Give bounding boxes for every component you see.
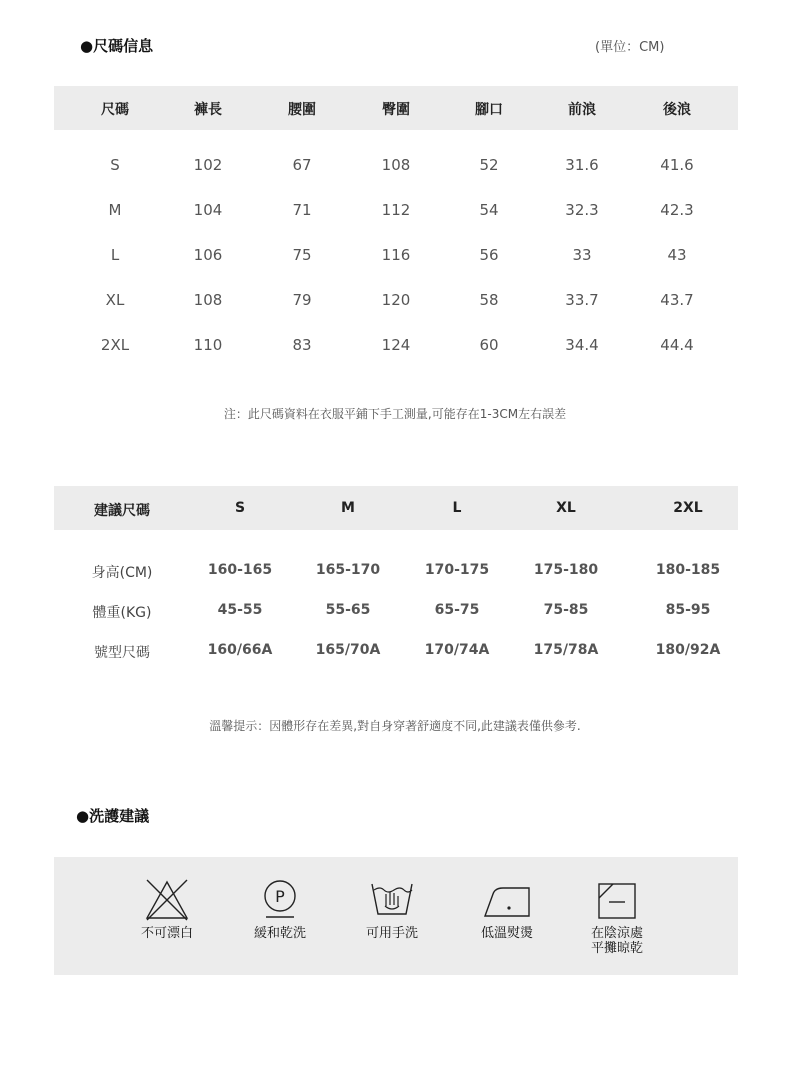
size-col-header: 褲長 bbox=[194, 102, 222, 118]
size-cell: L bbox=[110, 246, 120, 264]
size-cell: 56 bbox=[479, 246, 499, 264]
size-col-header: 前浪 bbox=[568, 102, 596, 118]
size-cell: 60 bbox=[479, 336, 499, 354]
no-bleach-icon bbox=[143, 878, 191, 922]
recommend-cell: 170/74A bbox=[424, 642, 490, 658]
size-cell: S bbox=[110, 156, 120, 174]
size-cell: 43 bbox=[667, 246, 687, 264]
care-label-dry-flat-line1: 在陰涼處 bbox=[590, 926, 643, 941]
care-item-dry-flat bbox=[567, 878, 667, 956]
care-label-iron: 低溫熨燙 bbox=[480, 926, 533, 941]
size-col-header: 腳口 bbox=[475, 102, 503, 118]
size-cell: 33 bbox=[572, 246, 592, 264]
size-col-header: 腰圍 bbox=[288, 102, 316, 118]
care-label-no-bleach: 不可漂白 bbox=[140, 926, 193, 941]
size-cell: 106 bbox=[193, 246, 223, 264]
size-cell: 71 bbox=[292, 201, 312, 219]
size-col-header: 後浪 bbox=[663, 102, 691, 118]
recommend-cell: 45-55 bbox=[217, 602, 263, 618]
recommend-cell: 165-170 bbox=[315, 562, 381, 578]
recommend-cell: 85-95 bbox=[665, 602, 711, 618]
recommend-row-label: 號型尺碼 bbox=[94, 645, 150, 661]
size-cell: 31.6 bbox=[565, 156, 599, 174]
size-cell: 75 bbox=[292, 246, 312, 264]
size-cell: 58 bbox=[479, 291, 499, 309]
recommend-cell: 175/78A bbox=[533, 642, 599, 658]
recommend-note: 溫馨提示：因體形存在差異,對自身穿著舒適度不同,此建議表僅供參考. bbox=[209, 719, 581, 733]
size-cell: 42.3 bbox=[660, 201, 694, 219]
recommend-col-header: 2XL bbox=[673, 500, 703, 516]
care-label-dry-flat-line2: 平攤晾乾 bbox=[590, 941, 643, 956]
size-cell: 112 bbox=[381, 201, 411, 219]
size-cell: 43.7 bbox=[660, 291, 694, 309]
size-cell: 2XL bbox=[100, 336, 130, 354]
size-cell: 116 bbox=[381, 246, 411, 264]
size-cell: M bbox=[108, 201, 122, 219]
recommend-col-header: M bbox=[341, 500, 355, 516]
size-col-header: 尺碼 bbox=[101, 102, 129, 118]
svg-text:P: P bbox=[275, 887, 285, 906]
recommend-cell: 75-85 bbox=[543, 602, 589, 618]
care-title: ●洗護建議 bbox=[76, 807, 150, 825]
recommend-cell: 180-185 bbox=[655, 562, 721, 578]
size-cell: 44.4 bbox=[660, 336, 694, 354]
unit-label: (單位：CM) bbox=[595, 40, 665, 55]
recommend-col-header: XL bbox=[556, 500, 576, 516]
recommend-col-header: L bbox=[452, 500, 462, 516]
recommend-col-header: S bbox=[234, 500, 246, 516]
size-cell: 52 bbox=[479, 156, 499, 174]
size-cell: XL bbox=[105, 291, 125, 309]
care-label-dry-flat bbox=[567, 926, 667, 956]
size-cell: 67 bbox=[292, 156, 312, 174]
care-item-iron bbox=[457, 878, 557, 941]
low-temp-iron-icon bbox=[479, 878, 535, 922]
recommend-cell: 180/92A bbox=[655, 642, 721, 658]
size-cell: 110 bbox=[193, 336, 223, 354]
size-col-header: 臀圍 bbox=[382, 102, 410, 118]
size-cell: 83 bbox=[292, 336, 312, 354]
size-cell: 104 bbox=[193, 201, 223, 219]
recommend-row-label: 身高(CM) bbox=[91, 565, 153, 581]
size-cell: 108 bbox=[381, 156, 411, 174]
size-info-title: ●尺碼信息 bbox=[80, 37, 154, 55]
care-item-dry-clean bbox=[230, 878, 330, 941]
recommend-cell: 55-65 bbox=[325, 602, 371, 618]
recommend-row-label: 體重(KG) bbox=[92, 605, 152, 621]
size-note: 注：此尺碼資料在衣服平鋪下手工測量,可能存在1-3CM左右誤差 bbox=[223, 407, 567, 421]
recommend-cell: 160-165 bbox=[207, 562, 273, 578]
recommend-cell: 170-175 bbox=[424, 562, 490, 578]
dry-flat-shade-icon bbox=[593, 878, 641, 922]
size-cell: 33.7 bbox=[565, 291, 599, 309]
recommend-cell: 160/66A bbox=[207, 642, 273, 658]
care-label-dry-clean: 緩和乾洗 bbox=[253, 926, 306, 941]
recommend-cell: 175-180 bbox=[533, 562, 599, 578]
size-cell: 34.4 bbox=[565, 336, 599, 354]
size-cell: 79 bbox=[292, 291, 312, 309]
size-cell: 41.6 bbox=[660, 156, 694, 174]
recommend-cell: 65-75 bbox=[434, 602, 480, 618]
size-cell: 108 bbox=[193, 291, 223, 309]
care-item-hand-wash bbox=[342, 878, 442, 941]
size-cell: 102 bbox=[193, 156, 223, 174]
size-cell: 120 bbox=[381, 291, 411, 309]
recommend-col-header: 建議尺碼 bbox=[94, 503, 150, 519]
hand-wash-icon bbox=[368, 878, 416, 922]
care-label-hand-wash: 可用手洗 bbox=[365, 926, 418, 941]
recommend-cell: 165/70A bbox=[315, 642, 381, 658]
size-cell: 54 bbox=[479, 201, 499, 219]
gentle-dry-clean-icon bbox=[256, 878, 304, 922]
care-item-no-bleach bbox=[117, 878, 217, 941]
size-cell: 124 bbox=[381, 336, 411, 354]
size-cell: 32.3 bbox=[565, 201, 599, 219]
